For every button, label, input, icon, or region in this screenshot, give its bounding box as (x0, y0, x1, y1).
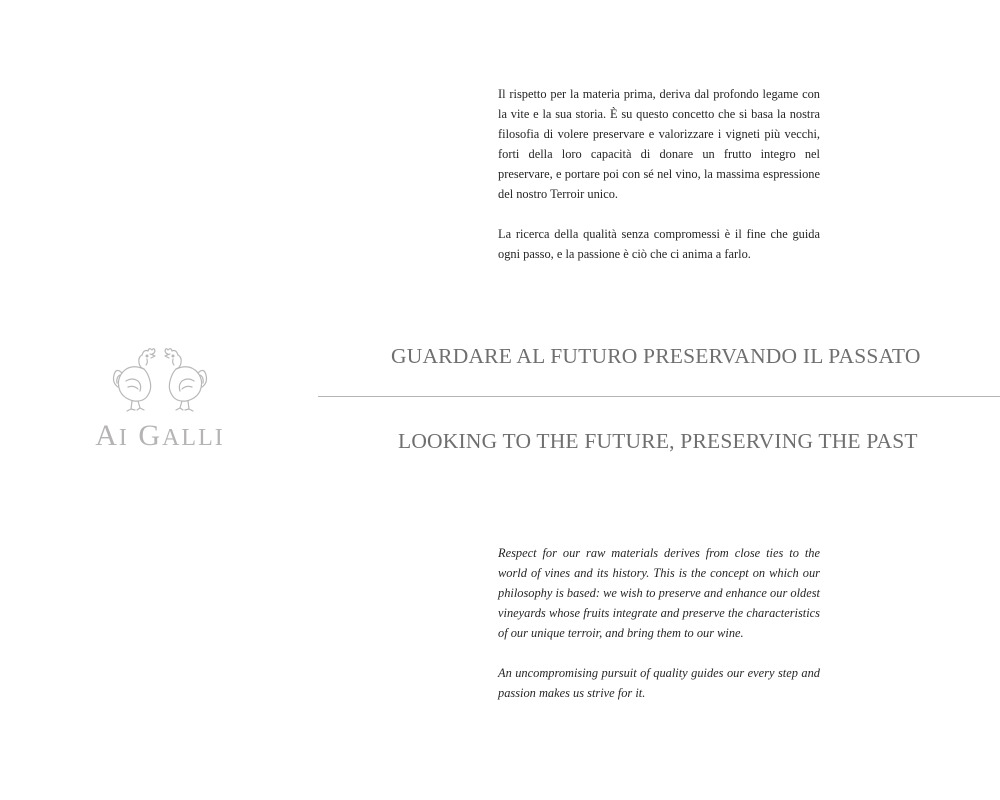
italian-paragraph-2: La ricerca della qualità senza compromessi è il fine che guida ogni passo, e la passione è ciò che ci anima a farlo. (498, 227, 820, 261)
headline-english: LOOKING TO THE FUTURE, PRESERVING THE PAST (398, 429, 918, 453)
brand-name (84, 419, 236, 453)
brand-logo (84, 345, 236, 457)
brand-initial-1: A (95, 419, 119, 452)
english-paragraph-2: An uncompromising pursuit of quality guides our every step and passion makes us strive for it. (498, 666, 820, 700)
headline-italian: GUARDARE AL FUTURO PRESERVANDO IL PASSATO (391, 344, 921, 368)
english-text-block (498, 543, 820, 703)
brand-rest-1: I (118, 425, 129, 451)
headline-divider (318, 396, 1000, 397)
twin-roosters-icon (112, 345, 208, 413)
italian-paragraph-1: Il rispetto per la materia prima, deriva dal profondo legame con la vite e la sua storia. È su questo concetto che si basa la nostra filosofia di volere preservare e valorizzare i vigneti più vecchi, forti della loro capacità di donare un frutto integro nel preservare, e portare poi con sé nel vino, la massima espressione del nostro Terroir unico. (498, 87, 820, 201)
english-paragraph-1: Respect for our raw materials derives from close ties to the world of vines and its history. This is the concept on which our philosophy is based: we wish to preserve and enhance our oldest vineyards whose fruits integrate and preserve the characteristics of our unique terroir, and bring them to our wine. (498, 546, 820, 640)
brand-rest-2: ALLI (162, 425, 225, 451)
brand-initial-2: G (138, 419, 163, 452)
italian-text-block (498, 84, 820, 264)
